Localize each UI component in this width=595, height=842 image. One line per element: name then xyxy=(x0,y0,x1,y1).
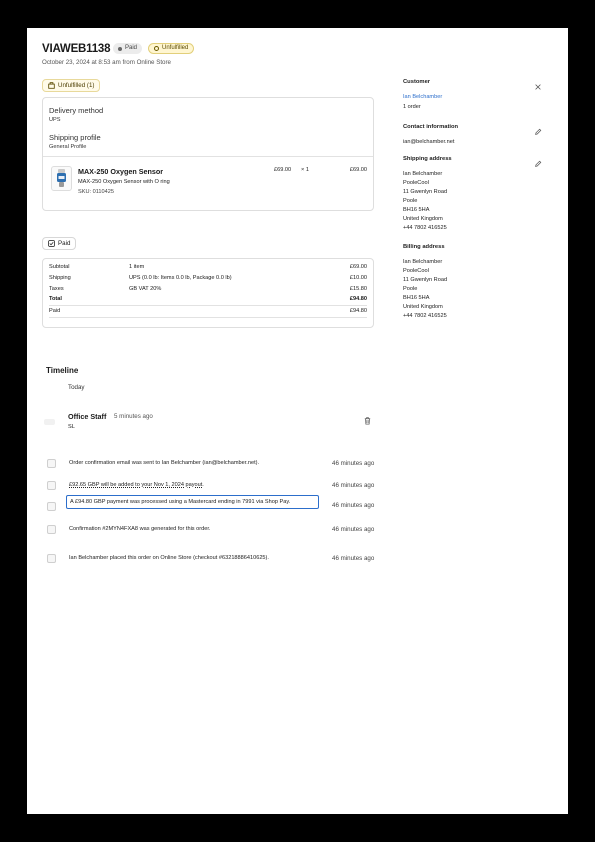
address-line: +44 7802 416525 xyxy=(403,313,447,319)
timeline-event-time: 46 minutes ago xyxy=(332,502,375,509)
oxygen-sensor-icon xyxy=(52,167,71,190)
timeline-event-time: 46 minutes ago xyxy=(332,460,375,467)
comment-author: Office Staff xyxy=(68,412,107,421)
trash-icon xyxy=(363,416,372,425)
address-line: Ian Belchamber xyxy=(403,171,443,177)
paid-pill-label: Paid xyxy=(58,240,71,247)
timeline-event-marker xyxy=(47,459,56,468)
order-subtitle: October 23, 2024 at 8:53 am from Online Store xyxy=(42,59,171,66)
shipping-profile-label: Shipping profile xyxy=(49,133,101,142)
card-divider xyxy=(43,156,373,157)
shipping-address-heading: Shipping address xyxy=(403,156,452,162)
payment-row-amount: £69.00 xyxy=(349,264,367,270)
timeline-event-time: 46 minutes ago xyxy=(332,482,375,489)
paid-dot-icon xyxy=(118,47,122,51)
delivery-method-value: UPS xyxy=(49,117,61,123)
delivery-method-label: Delivery method xyxy=(49,106,104,115)
edit-shipping-button[interactable] xyxy=(534,155,542,163)
pencil-icon xyxy=(534,160,542,168)
address-line: PooleCool xyxy=(403,268,429,274)
payment-row-detail: 1 item xyxy=(129,264,145,270)
shipping-profile-value: General Profile xyxy=(49,144,87,150)
paid-badge-label: Paid xyxy=(125,45,138,51)
timeline-event-text: Confirmation #2MYN4FXA8 was generated for this order. xyxy=(69,526,211,532)
timeline-event-marker xyxy=(47,525,56,534)
unfulfilled-pill-label: Unfulfilled (1) xyxy=(58,82,95,89)
package-icon xyxy=(48,82,55,89)
timeline-heading: Timeline xyxy=(46,366,79,375)
timeline-event-text: Order confirmation email was sent to Ian Belchamber (ian@belchamber.net). xyxy=(69,460,260,466)
product-thumbnail[interactable] xyxy=(51,166,72,191)
billing-address-heading: Billing address xyxy=(403,244,445,250)
fulfillment-card xyxy=(42,97,374,211)
timeline-event-time: 46 minutes ago xyxy=(332,526,375,533)
payment-row-detail: UPS (0.0 lb: Items 0.0 lb, Package 0.0 lb) xyxy=(129,275,232,281)
unfulfilled-status-badge xyxy=(148,43,194,54)
contact-info-heading: Contact information xyxy=(403,124,459,130)
billing-address-block xyxy=(403,258,447,321)
customer-name-link[interactable]: Ian Belchamber xyxy=(403,94,443,100)
product-quantity: × 1 xyxy=(301,167,309,173)
product-sku: SKU: 0110425 xyxy=(78,189,114,195)
timeline-event-time: 46 minutes ago xyxy=(332,555,375,562)
payment-row-detail: GB VAT 20% xyxy=(129,286,162,292)
payment-row xyxy=(49,275,367,283)
product-name-link[interactable]: MAX-250 Oxygen Sensor xyxy=(78,167,164,176)
payout-link[interactable]: £92.65 GBP will be added to your Nov 1, 2024 payout. xyxy=(69,482,204,488)
address-line: PooleCool xyxy=(403,180,429,186)
payment-row-amount: £10.00 xyxy=(349,275,367,281)
timeline-event-marker xyxy=(47,554,56,563)
payment-row xyxy=(49,264,367,272)
unfulfilled-pill[interactable] xyxy=(42,79,100,92)
order-page xyxy=(27,28,568,814)
payment-row-paid xyxy=(49,308,367,316)
payment-row-label: Paid xyxy=(49,308,61,314)
product-variant: MAX-250 Oxygen Sensor with O ring xyxy=(78,179,170,185)
timeline-today-label: Today xyxy=(68,384,85,391)
customer-order-count: 1 order xyxy=(403,104,421,110)
pencil-icon xyxy=(534,128,542,136)
paid-pill[interactable] xyxy=(42,237,76,250)
unfulfilled-badge-label: Unfulfilled xyxy=(162,45,189,51)
payment-row-label: Taxes xyxy=(49,286,64,292)
payment-row-amount: £15.80 xyxy=(349,286,367,292)
order-number: VIAWEB1138 xyxy=(42,43,111,55)
customer-email-link[interactable]: ian@belchamber.net xyxy=(403,139,455,145)
payment-row-total xyxy=(49,296,367,304)
payment-row-label: Total xyxy=(49,296,62,302)
edit-contact-button[interactable] xyxy=(534,123,542,131)
address-line: United Kingdom xyxy=(403,304,443,310)
address-line: BH16 5HA xyxy=(403,295,430,301)
payment-row-amount: £94.80 xyxy=(349,296,367,302)
address-line: +44 7802 416525 xyxy=(403,225,447,231)
customer-heading: Customer xyxy=(403,79,431,85)
timeline-event-text: Ian Belchamber placed this order on Online Store (checkout #63218886410625). xyxy=(69,555,269,561)
address-line: Poole xyxy=(403,198,418,204)
payment-row-amount: £94.80 xyxy=(349,308,367,314)
payment-row-label: Shipping xyxy=(49,275,71,281)
timeline-event-marker xyxy=(47,481,56,490)
comment-text: SL xyxy=(68,424,75,430)
address-line: Poole xyxy=(403,286,418,292)
delete-comment-button[interactable] xyxy=(363,412,372,421)
payment-row xyxy=(49,286,367,294)
shipping-address-block xyxy=(403,170,447,233)
close-customer-button[interactable] xyxy=(534,78,542,86)
payment-row-label: Subtotal xyxy=(49,264,70,270)
unfulfilled-ring-icon xyxy=(154,46,159,51)
address-line: 11 Gwenlyn Road xyxy=(403,189,448,195)
address-line: Ian Belchamber xyxy=(403,259,443,265)
close-icon xyxy=(534,83,542,91)
payment-divider xyxy=(49,317,367,318)
address-line: BH16 5HA xyxy=(403,207,430,213)
avatar xyxy=(44,419,55,425)
comment-time: 5 minutes ago xyxy=(114,413,153,420)
payment-divider xyxy=(49,305,367,306)
address-line: 11 Gwenlyn Road xyxy=(403,277,448,283)
payment-summary-card xyxy=(42,258,374,328)
address-line: United Kingdom xyxy=(403,216,443,222)
product-price: £69.00 xyxy=(274,167,292,173)
checkbox-check-icon xyxy=(48,240,55,247)
paid-status-badge xyxy=(113,43,142,54)
product-line-total: £69.00 xyxy=(349,167,367,173)
payment-event-expandable[interactable]: A £94.80 GBP payment was processed using a Mastercard ending in 7991 via Shop Pay. xyxy=(66,495,319,509)
timeline-event-marker xyxy=(47,502,56,511)
